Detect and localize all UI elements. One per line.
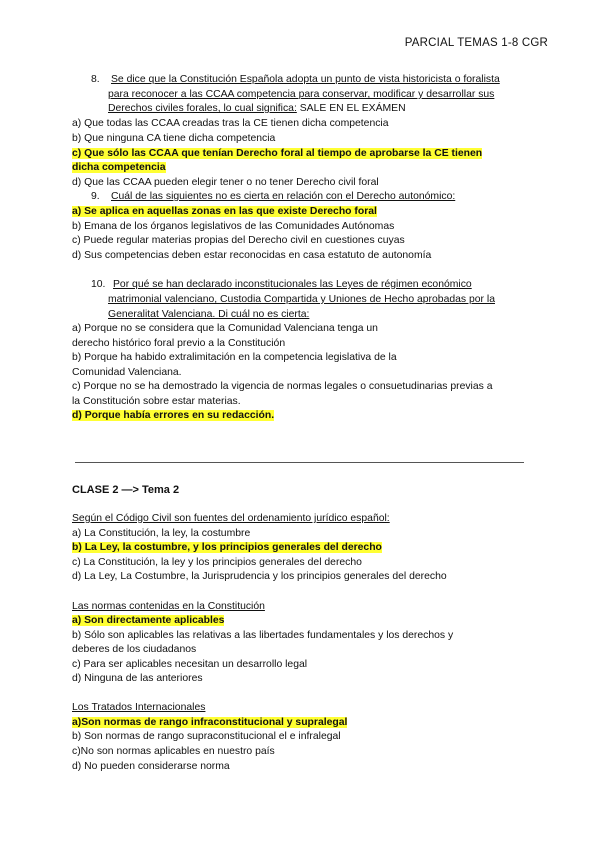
page-header: PARCIAL TEMAS 1-8 CGR [404, 37, 548, 49]
s2-question: Las normas contenidas en la Constitución [72, 601, 265, 612]
q8-line-2: para reconocer a las CCAA competencia para conservar, modificar y desarrollar sus [108, 89, 495, 100]
q9-option-b: b) Emana de los órganos legislativos de las Comunidades Autónomas [72, 221, 395, 232]
q10-line-2: matrimonial valenciano, Custodia Compartida y Uniones de Hecho aprobadas por la [108, 294, 495, 305]
q10-line-1: Por qué se han declarado inconstitucionales las Leyes de régimen económico [113, 279, 472, 290]
s2-option-c: c) Para ser aplicables necesitan un desarrollo legal [72, 659, 308, 670]
q10-option-b-cont: Comunidad Valenciana. [72, 367, 182, 378]
q8-note: SALE EN EL EXÁMEN [296, 103, 406, 114]
s1-option-c: c) La Constitución, la ley y los principios generales del derecho [72, 557, 362, 568]
q10-number: 10. [91, 279, 106, 290]
s2-option-a-text: a) Son directamente aplicables [72, 615, 225, 626]
q9-number: 9. [91, 191, 100, 202]
s2-option-b-cont: deberes de los ciudadanos [72, 644, 197, 655]
s1-question: Según el Código Civil son fuentes del ordenamiento jurídico español: [72, 513, 390, 524]
q8-option-c [72, 147, 482, 160]
q10-line-3: Generalitat Valenciana. Di cuál no es cierta: [108, 309, 310, 320]
q8-option-a: a) Que todas las CCAA creadas tras la CE tienen dicha competencia [72, 118, 389, 129]
s3-question: Los Tratados Internacionales [72, 702, 206, 713]
q8-line-3 [108, 102, 406, 115]
q8-option-c-cont [72, 161, 166, 174]
s1-option-a: a) La Constitución, la ley, la costumbre [72, 528, 251, 539]
s1-option-b [72, 541, 382, 554]
s3-option-a [72, 716, 347, 729]
s3-option-a-text: a)Son normas de rango infraconstitucional y supralegal [72, 717, 348, 728]
s3-option-b: b) Son normas de rango supraconstitucional el e infralegal [72, 731, 341, 742]
q10-option-a-cont: derecho histórico foral previo a la Constitución [72, 338, 286, 349]
s3-option-d: d) No pueden considerarse norma [72, 761, 230, 772]
s2-option-d: d) Ninguna de las anteriores [72, 673, 203, 684]
q10-option-d [72, 409, 274, 422]
q8-option-b: b) Que ninguna CA tiene dicha competencia [72, 133, 276, 144]
q10-option-c: c) Porque no se ha demostrado la vigencia de normas legales o consuetudinarias previas a [72, 381, 493, 392]
q8-line-3-text: Derechos civiles forales, lo cual significa: [108, 103, 297, 114]
q9-option-c: c) Puede regular materias propias del Derecho civil en cuestiones cuyas [72, 235, 405, 246]
s1-option-d: d) La Ley, La Costumbre, la Jurisprudencia y los principios generales del derecho [72, 571, 447, 582]
s3-option-c: c)No son normas aplicables en nuestro país [72, 746, 275, 757]
q10-option-b: b) Porque ha habido extralimitación en la competencia legislativa de la [72, 352, 397, 363]
q9-question: Cuál de las siguientes no es cierta en relación con el Derecho autonómico: [111, 191, 456, 202]
q8-number: 8. [91, 74, 100, 85]
q9-option-d: d) Sus competencias deben estar reconocidas en casa estatuto de autonomía [72, 250, 432, 261]
q10-option-a: a) Porque no se considera que la Comunidad Valenciana tenga un [72, 323, 378, 334]
q9-option-a [72, 205, 377, 218]
q8-option-c-cont-text: dicha competencia [72, 162, 166, 173]
q9-option-a-text: a) Se aplica en aquellas zonas en las que existe Derecho foral [72, 206, 377, 217]
q8-line-1: Se dice que la Constitución Española adopta un punto de vista historicista o foralista [111, 74, 500, 85]
s2-option-a [72, 614, 224, 627]
s2-option-b: b) Sólo son aplicables las relativas a las libertades fundamentales y los derechos y [72, 630, 454, 641]
q10-option-c-cont: la Constitución sobre estar materias. [72, 396, 241, 407]
s1-option-b-text: b) La Ley, la costumbre, y los principios generales del derecho [72, 542, 382, 553]
q8-option-c-text: c) Que sólo las CCAA que tenían Derecho foral al tiempo de aprobarse la CE tienen [72, 148, 483, 159]
q10-option-d-text: d) Porque había errores en su redacción. [72, 410, 275, 421]
q8-option-d: d) Que las CCAA pueden elegir tener o no tener Derecho civil foral [72, 177, 379, 188]
section-divider [75, 462, 524, 463]
clase2-heading: CLASE 2 —> Tema 2 [72, 484, 180, 496]
